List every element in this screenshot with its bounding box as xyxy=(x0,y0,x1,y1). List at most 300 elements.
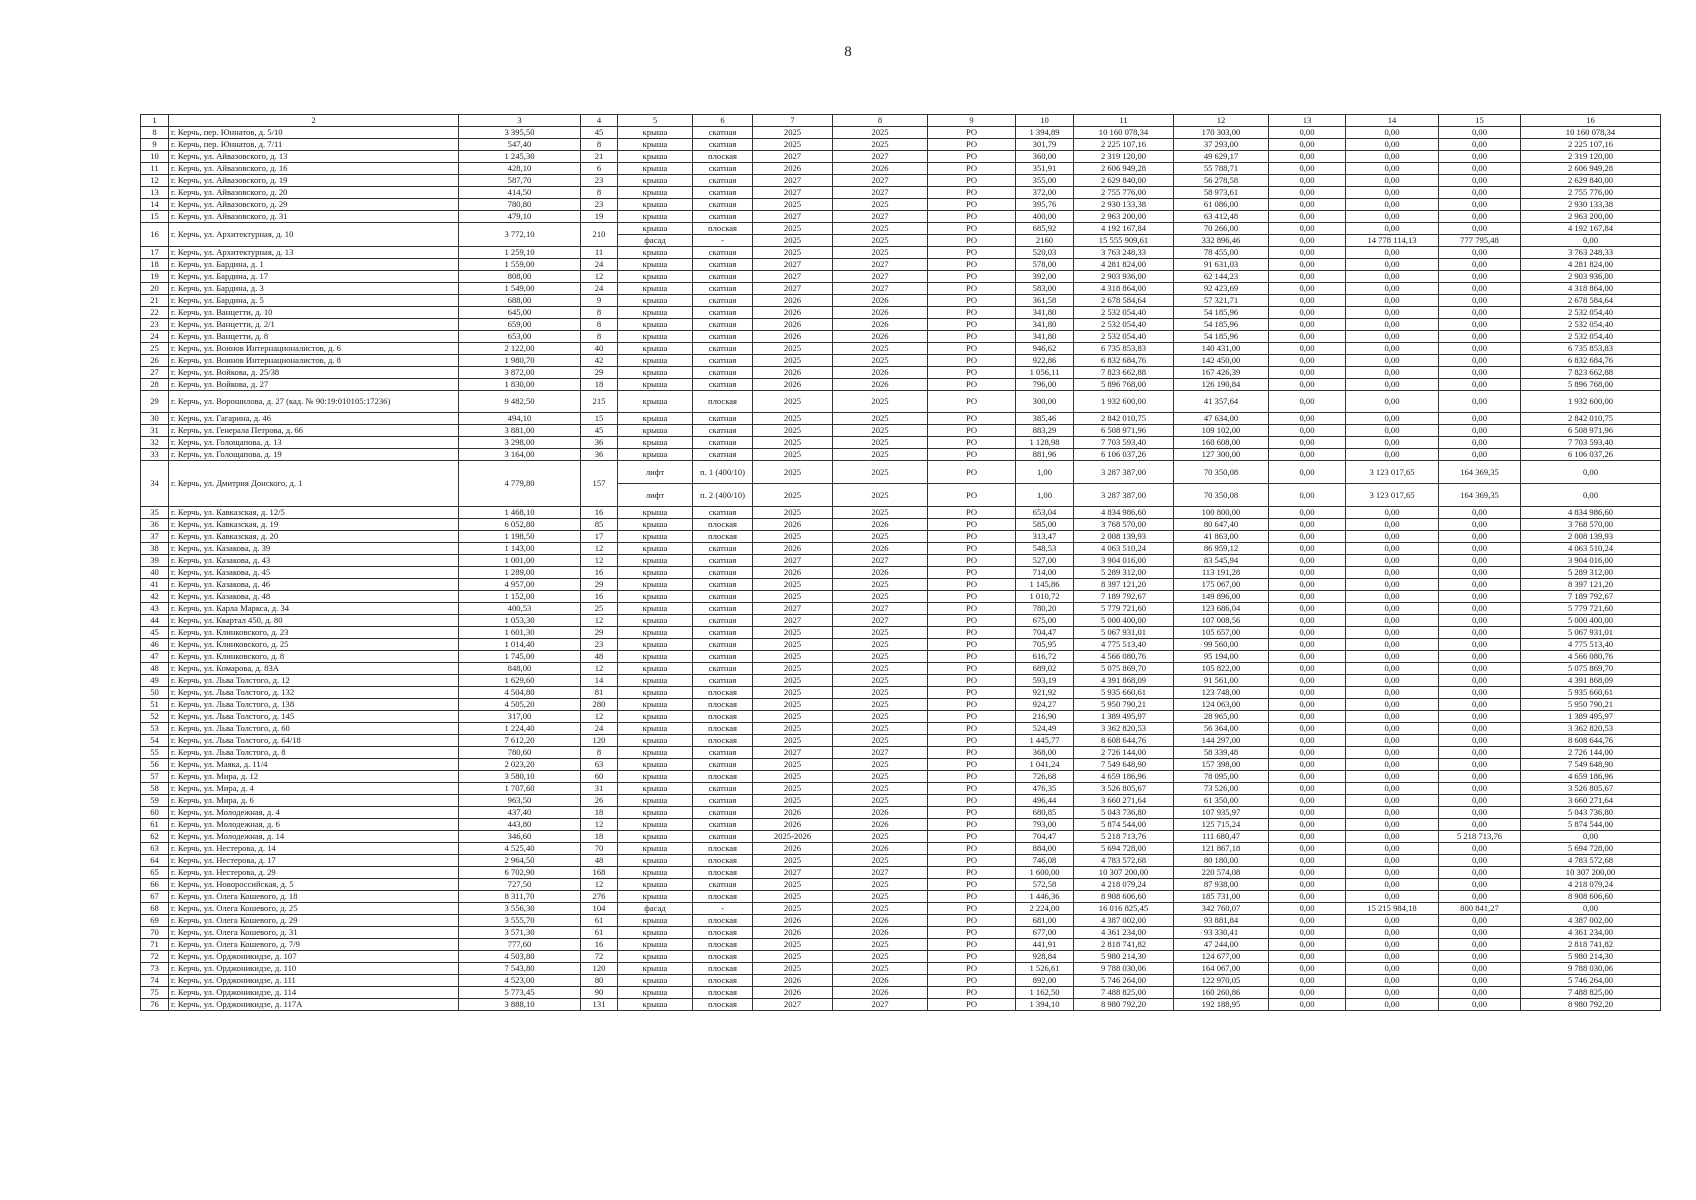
total-cell: 3 763 248,33 xyxy=(1074,247,1174,259)
row-number: 52 xyxy=(141,711,169,723)
y2-cell: 2026 xyxy=(833,319,928,331)
table-row xyxy=(141,903,1661,915)
c12-cell: 87 938,00 xyxy=(1174,879,1269,891)
address-cell: г. Керчь, ул. Нестерова, д. 29 xyxy=(169,867,459,879)
type-cell: скатная xyxy=(693,343,753,355)
c12-cell: 92 423,69 xyxy=(1174,283,1269,295)
table-row xyxy=(141,711,1661,723)
c15-cell: 0,00 xyxy=(1439,519,1521,531)
residents-cell: 157 xyxy=(581,461,618,507)
c14-cell: 0,00 xyxy=(1346,747,1439,759)
area-cell: 4 504,80 xyxy=(459,687,581,699)
table-row xyxy=(141,449,1661,461)
y1-cell: 2025 xyxy=(753,127,833,139)
y2-cell: 2025 xyxy=(833,687,928,699)
type-cell: скатная xyxy=(693,355,753,367)
row-number: 44 xyxy=(141,615,169,627)
y1-cell: 2027 xyxy=(753,867,833,879)
address-cell: г. Керчь, ул. Орджоникидзе, д. 110 xyxy=(169,963,459,975)
c16-cell: 8 608 644,76 xyxy=(1521,735,1661,747)
y1-cell: 2026 xyxy=(753,319,833,331)
work-cell: крыша xyxy=(618,271,693,283)
y2-cell: 2025 xyxy=(833,507,928,519)
type-cell: скатная xyxy=(693,555,753,567)
residents-cell: 21 xyxy=(581,151,618,163)
c16-cell: 2 532 054,40 xyxy=(1521,331,1661,343)
table-row xyxy=(141,759,1661,771)
total-cell: 10 160 078,34 xyxy=(1074,127,1174,139)
residents-cell: 61 xyxy=(581,927,618,939)
address-cell: г. Керчь, ул. Войкова, д. 27 xyxy=(169,379,459,391)
c15-cell: 0,00 xyxy=(1439,603,1521,615)
type-cell: скатная xyxy=(693,199,753,211)
vol-cell: 1,00 xyxy=(1016,484,1074,507)
vol-cell: 395,76 xyxy=(1016,199,1074,211)
total-cell: 10 307 200,00 xyxy=(1074,867,1174,879)
work-cell: крыша xyxy=(618,939,693,951)
c15-cell: 0,00 xyxy=(1439,283,1521,295)
y2-cell: 2026 xyxy=(833,843,928,855)
type-cell: скатная xyxy=(693,603,753,615)
total-cell: 4 218 079,24 xyxy=(1074,879,1174,891)
work-cell: крыша xyxy=(618,127,693,139)
src-cell: РО xyxy=(928,711,1016,723)
vol-cell: 400,00 xyxy=(1016,211,1074,223)
address-cell: г. Керчь, пер. Юннатов, д. 5/10 xyxy=(169,127,459,139)
c15-cell: 800 841,27 xyxy=(1439,903,1521,915)
c14-cell: 0,00 xyxy=(1346,449,1439,461)
y2-cell: 2025 xyxy=(833,795,928,807)
residents-cell: 17 xyxy=(581,531,618,543)
c12-cell: 113 191,28 xyxy=(1174,567,1269,579)
table-row xyxy=(141,343,1661,355)
type-cell: скатная xyxy=(693,187,753,199)
type-cell: скатная xyxy=(693,175,753,187)
address-cell: г. Керчь, ул. Архитектурная, д. 10 xyxy=(169,223,459,247)
area-cell: 7 612,20 xyxy=(459,735,581,747)
src-cell: РО xyxy=(928,519,1016,531)
c15-cell: 0,00 xyxy=(1439,379,1521,391)
type-cell: плоская xyxy=(693,391,753,413)
total-cell: 5 779 721,60 xyxy=(1074,603,1174,615)
c13-cell: 0,00 xyxy=(1269,355,1346,367)
total-cell: 3 768 570,00 xyxy=(1074,519,1174,531)
address-cell: г. Керчь, ул. Кавказская, д. 19 xyxy=(169,519,459,531)
table-row xyxy=(141,639,1661,651)
c13-cell: 0,00 xyxy=(1269,987,1346,999)
y1-cell: 2025 xyxy=(753,771,833,783)
c12-cell: 93 881,84 xyxy=(1174,915,1269,927)
y2-cell: 2025 xyxy=(833,675,928,687)
c15-cell: 0,00 xyxy=(1439,271,1521,283)
vol-cell: 726,68 xyxy=(1016,771,1074,783)
y1-cell: 2027 xyxy=(753,555,833,567)
c13-cell: 0,00 xyxy=(1269,759,1346,771)
residents-cell: 63 xyxy=(581,759,618,771)
table-row xyxy=(141,831,1661,843)
work-cell: лифт xyxy=(618,484,693,507)
address-cell: г. Керчь, ул. Мира, д. 4 xyxy=(169,783,459,795)
table-row xyxy=(141,163,1661,175)
residents-cell: 45 xyxy=(581,425,618,437)
type-cell: плоская xyxy=(693,927,753,939)
y2-cell: 2025 xyxy=(833,139,928,151)
c12-cell: 105 657,00 xyxy=(1174,627,1269,639)
row-number: 64 xyxy=(141,855,169,867)
c12-cell: 124 677,00 xyxy=(1174,951,1269,963)
type-cell: плоская xyxy=(693,699,753,711)
vol-cell: 2160 xyxy=(1016,235,1074,247)
vol-cell: 892,00 xyxy=(1016,975,1074,987)
address-cell: г. Керчь, ул. Новороссийская, д. 5 xyxy=(169,879,459,891)
c13-cell: 0,00 xyxy=(1269,711,1346,723)
address-cell: г. Керчь, ул. Генерала Петрова, д. 66 xyxy=(169,425,459,437)
type-cell: плоская xyxy=(693,735,753,747)
area-cell: 547,40 xyxy=(459,139,581,151)
c13-cell: 0,00 xyxy=(1269,867,1346,879)
total-cell: 2 319 120,00 xyxy=(1074,151,1174,163)
row-number: 20 xyxy=(141,283,169,295)
residents-cell: 29 xyxy=(581,627,618,639)
area-cell: 428,10 xyxy=(459,163,581,175)
total-cell: 2 532 054,40 xyxy=(1074,319,1174,331)
table-row xyxy=(141,783,1661,795)
address-cell: г. Керчь, ул. Войкова, д. 25/38 xyxy=(169,367,459,379)
total-cell: 3 287 387,00 xyxy=(1074,461,1174,484)
c14-cell: 0,00 xyxy=(1346,891,1439,903)
row-number: 34 xyxy=(141,461,169,507)
address-cell: г. Керчь, ул. Кавказская, д. 20 xyxy=(169,531,459,543)
row-number: 30 xyxy=(141,413,169,425)
type-cell: скатная xyxy=(693,651,753,663)
c14-cell: 0,00 xyxy=(1346,867,1439,879)
src-cell: РО xyxy=(928,413,1016,425)
c12-cell: 142 450,00 xyxy=(1174,355,1269,367)
area-cell: 727,50 xyxy=(459,879,581,891)
residents-cell: 72 xyxy=(581,951,618,963)
c15-cell: 0,00 xyxy=(1439,199,1521,211)
row-number: 37 xyxy=(141,531,169,543)
row-number: 48 xyxy=(141,663,169,675)
y2-cell: 2025 xyxy=(833,711,928,723)
src-cell: РО xyxy=(928,507,1016,519)
vol-cell: 385,46 xyxy=(1016,413,1074,425)
c13-cell: 0,00 xyxy=(1269,723,1346,735)
y2-cell: 2025 xyxy=(833,127,928,139)
address-cell: г. Керчь, ул. Молодежная, д. 14 xyxy=(169,831,459,843)
residents-cell: 23 xyxy=(581,639,618,651)
address-cell: г. Керчь, ул. Льва Толстого, д. 138 xyxy=(169,699,459,711)
type-cell: скатная xyxy=(693,747,753,759)
c15-cell: 164 369,35 xyxy=(1439,461,1521,484)
table-row xyxy=(141,555,1661,567)
residents-cell: 8 xyxy=(581,307,618,319)
c12-cell: 122 970,05 xyxy=(1174,975,1269,987)
table-row xyxy=(141,437,1661,449)
y2-cell: 2026 xyxy=(833,331,928,343)
c14-cell: 0,00 xyxy=(1346,199,1439,211)
y2-cell: 2025 xyxy=(833,425,928,437)
c16-cell: 4 783 572,68 xyxy=(1521,855,1661,867)
src-cell: РО xyxy=(928,187,1016,199)
src-cell: РО xyxy=(928,543,1016,555)
c14-cell: 0,00 xyxy=(1346,437,1439,449)
work-cell: крыша xyxy=(618,795,693,807)
y1-cell: 2025 xyxy=(753,675,833,687)
type-cell: скатная xyxy=(693,543,753,555)
row-number: 36 xyxy=(141,519,169,531)
table-row xyxy=(141,987,1661,999)
area-cell: 3 164,00 xyxy=(459,449,581,461)
row-number: 19 xyxy=(141,271,169,283)
residents-cell: 8 xyxy=(581,139,618,151)
c16-cell: 0,00 xyxy=(1521,903,1661,915)
vol-cell: 572,58 xyxy=(1016,879,1074,891)
total-cell: 8 397 121,20 xyxy=(1074,579,1174,591)
c13-cell: 0,00 xyxy=(1269,437,1346,449)
c16-cell: 8 397 121,20 xyxy=(1521,579,1661,591)
c16-cell: 6 735 853,83 xyxy=(1521,343,1661,355)
y2-cell: 2025 xyxy=(833,759,928,771)
total-cell: 4 192 167,84 xyxy=(1074,223,1174,235)
type-cell: скатная xyxy=(693,259,753,271)
y2-cell: 2025 xyxy=(833,199,928,211)
c14-cell: 0,00 xyxy=(1346,651,1439,663)
table-row xyxy=(141,963,1661,975)
residents-cell: 8 xyxy=(581,747,618,759)
row-number: 29 xyxy=(141,391,169,413)
column-number-10: 10 xyxy=(1016,115,1074,127)
c15-cell: 0,00 xyxy=(1439,771,1521,783)
work-cell: крыша xyxy=(618,187,693,199)
total-cell: 2 930 133,38 xyxy=(1074,199,1174,211)
work-cell: крыша xyxy=(618,711,693,723)
y1-cell: 2027 xyxy=(753,187,833,199)
c16-cell: 2 842 010,75 xyxy=(1521,413,1661,425)
vol-cell: 341,80 xyxy=(1016,307,1074,319)
c12-cell: 99 560,00 xyxy=(1174,639,1269,651)
area-cell: 414,50 xyxy=(459,187,581,199)
row-number: 68 xyxy=(141,903,169,915)
c14-cell: 0,00 xyxy=(1346,963,1439,975)
vol-cell: 441,91 xyxy=(1016,939,1074,951)
row-number: 17 xyxy=(141,247,169,259)
c14-cell: 0,00 xyxy=(1346,175,1439,187)
total-cell: 5 289 312,00 xyxy=(1074,567,1174,579)
work-cell: крыша xyxy=(618,999,693,1011)
area-cell: 587,70 xyxy=(459,175,581,187)
address-cell: г. Керчь, ул. Бардина, д. 5 xyxy=(169,295,459,307)
type-cell: плоская xyxy=(693,963,753,975)
y1-cell: 2026 xyxy=(753,543,833,555)
src-cell: РО xyxy=(928,735,1016,747)
y1-cell: 2025 xyxy=(753,247,833,259)
y2-cell: 2026 xyxy=(833,987,928,999)
address-cell: г. Керчь, ул. Казакова, д. 45 xyxy=(169,567,459,579)
c14-cell: 0,00 xyxy=(1346,615,1439,627)
c15-cell: 0,00 xyxy=(1439,591,1521,603)
type-cell: скатная xyxy=(693,319,753,331)
c13-cell: 0,00 xyxy=(1269,449,1346,461)
row-number: 25 xyxy=(141,343,169,355)
page-number: 8 xyxy=(844,44,852,60)
residents-cell: 36 xyxy=(581,449,618,461)
work-cell: крыша xyxy=(618,807,693,819)
y2-cell: 2025 xyxy=(833,579,928,591)
src-cell: РО xyxy=(928,391,1016,413)
c13-cell: 0,00 xyxy=(1269,319,1346,331)
vol-cell: 922,86 xyxy=(1016,355,1074,367)
y1-cell: 2025 xyxy=(753,783,833,795)
src-cell: РО xyxy=(928,531,1016,543)
work-cell: крыша xyxy=(618,175,693,187)
c15-cell: 0,00 xyxy=(1439,331,1521,343)
area-cell: 7 543,80 xyxy=(459,963,581,975)
residents-cell: 16 xyxy=(581,939,618,951)
src-cell: РО xyxy=(928,963,1016,975)
vol-cell: 883,29 xyxy=(1016,425,1074,437)
area-cell: 4 503,80 xyxy=(459,951,581,963)
row-number: 69 xyxy=(141,915,169,927)
work-cell: крыша xyxy=(618,543,693,555)
c15-cell: 0,00 xyxy=(1439,223,1521,235)
c14-cell: 0,00 xyxy=(1346,151,1439,163)
c12-cell: 125 715,24 xyxy=(1174,819,1269,831)
type-cell: скатная xyxy=(693,675,753,687)
c15-cell: 0,00 xyxy=(1439,391,1521,413)
vol-cell: 675,00 xyxy=(1016,615,1074,627)
y1-cell: 2025 xyxy=(753,437,833,449)
work-cell: крыша xyxy=(618,519,693,531)
vol-cell: 921,92 xyxy=(1016,687,1074,699)
c16-cell: 10 307 200,00 xyxy=(1521,867,1661,879)
area-cell: 659,00 xyxy=(459,319,581,331)
vol-cell: 1 041,24 xyxy=(1016,759,1074,771)
work-cell: крыша xyxy=(618,319,693,331)
vol-cell: 924,27 xyxy=(1016,699,1074,711)
c15-cell: 0,00 xyxy=(1439,175,1521,187)
c14-cell: 0,00 xyxy=(1346,163,1439,175)
residents-cell: 276 xyxy=(581,891,618,903)
area-cell: 3 888,10 xyxy=(459,999,581,1011)
c16-cell: 1 389 495,97 xyxy=(1521,711,1661,723)
total-cell: 4 775 513,40 xyxy=(1074,639,1174,651)
c12-cell: 78 455,00 xyxy=(1174,247,1269,259)
row-number: 71 xyxy=(141,939,169,951)
residents-cell: 12 xyxy=(581,819,618,831)
c16-cell: 4 361 234,00 xyxy=(1521,927,1661,939)
column-number-11: 11 xyxy=(1074,115,1174,127)
column-number-6: 6 xyxy=(693,115,753,127)
address-cell: г. Керчь, ул. Айвазовского, д. 29 xyxy=(169,199,459,211)
c13-cell: 0,00 xyxy=(1269,783,1346,795)
y1-cell: 2026 xyxy=(753,307,833,319)
address-cell: г. Керчь, ул. Айвазовского, д. 13 xyxy=(169,151,459,163)
src-cell: РО xyxy=(928,307,1016,319)
y2-cell: 2025 xyxy=(833,783,928,795)
area-cell: 1 468,10 xyxy=(459,507,581,519)
src-cell: РО xyxy=(928,867,1016,879)
residents-cell: 42 xyxy=(581,355,618,367)
src-cell: РО xyxy=(928,175,1016,187)
y1-cell: 2026 xyxy=(753,819,833,831)
c13-cell: 0,00 xyxy=(1269,163,1346,175)
total-cell: 2 008 139,93 xyxy=(1074,531,1174,543)
residents-cell: 80 xyxy=(581,975,618,987)
table-row xyxy=(141,723,1661,735)
c12-cell: 37 293,00 xyxy=(1174,139,1269,151)
residents-cell: 29 xyxy=(581,579,618,591)
address-cell: г. Керчь, ул. Клинковского, д. 23 xyxy=(169,627,459,639)
type-cell: скатная xyxy=(693,639,753,651)
total-cell: 5 896 768,00 xyxy=(1074,379,1174,391)
c12-cell: 70 350,08 xyxy=(1174,461,1269,484)
row-number: 12 xyxy=(141,175,169,187)
c13-cell: 0,00 xyxy=(1269,127,1346,139)
total-cell: 2 678 584,64 xyxy=(1074,295,1174,307)
c16-cell: 6 832 684,76 xyxy=(1521,355,1661,367)
vol-cell: 527,00 xyxy=(1016,555,1074,567)
vol-cell: 1 010,72 xyxy=(1016,591,1074,603)
residents-cell: 12 xyxy=(581,663,618,675)
total-cell: 2 606 949,28 xyxy=(1074,163,1174,175)
table-row xyxy=(141,819,1661,831)
residents-cell: 12 xyxy=(581,543,618,555)
area-cell: 4 525,40 xyxy=(459,843,581,855)
residents-cell: 40 xyxy=(581,343,618,355)
type-cell: скатная xyxy=(693,807,753,819)
row-number: 63 xyxy=(141,843,169,855)
total-cell: 2 842 010,75 xyxy=(1074,413,1174,425)
residents-cell: 280 xyxy=(581,699,618,711)
residents-cell: 8 xyxy=(581,331,618,343)
c15-cell: 0,00 xyxy=(1439,915,1521,927)
src-cell: РО xyxy=(928,855,1016,867)
src-cell: РО xyxy=(928,807,1016,819)
y1-cell: 2025 xyxy=(753,759,833,771)
table-row xyxy=(141,307,1661,319)
residents-cell: 14 xyxy=(581,675,618,687)
total-cell: 5 980 214,30 xyxy=(1074,951,1174,963)
y1-cell: 2026 xyxy=(753,915,833,927)
type-cell: скатная xyxy=(693,627,753,639)
work-cell: крыша xyxy=(618,675,693,687)
total-cell: 2 903 936,00 xyxy=(1074,271,1174,283)
c14-cell: 0,00 xyxy=(1346,735,1439,747)
address-cell: г. Керчь, ул. Бардина, д. 3 xyxy=(169,283,459,295)
work-cell: крыша xyxy=(618,295,693,307)
vol-cell: 496,44 xyxy=(1016,795,1074,807)
residents-cell: 16 xyxy=(581,507,618,519)
c15-cell: 0,00 xyxy=(1439,747,1521,759)
src-cell: РО xyxy=(928,127,1016,139)
area-cell: 688,00 xyxy=(459,295,581,307)
y1-cell: 2025 xyxy=(753,199,833,211)
type-cell: скатная xyxy=(693,127,753,139)
y2-cell: 2025 xyxy=(833,891,928,903)
c13-cell: 0,00 xyxy=(1269,639,1346,651)
y1-cell: 2025 xyxy=(753,343,833,355)
y2-cell: 2025 xyxy=(833,879,928,891)
area-cell: 1 001,00 xyxy=(459,555,581,567)
c12-cell: 342 760,07 xyxy=(1174,903,1269,915)
address-cell: г. Керчь, ул. Маяка, д. 11/4 xyxy=(169,759,459,771)
c12-cell: 80 647,40 xyxy=(1174,519,1269,531)
type-cell: скатная xyxy=(693,139,753,151)
type-cell: скатная xyxy=(693,507,753,519)
c16-cell: 5 779 721,60 xyxy=(1521,603,1661,615)
type-cell: скатная xyxy=(693,295,753,307)
